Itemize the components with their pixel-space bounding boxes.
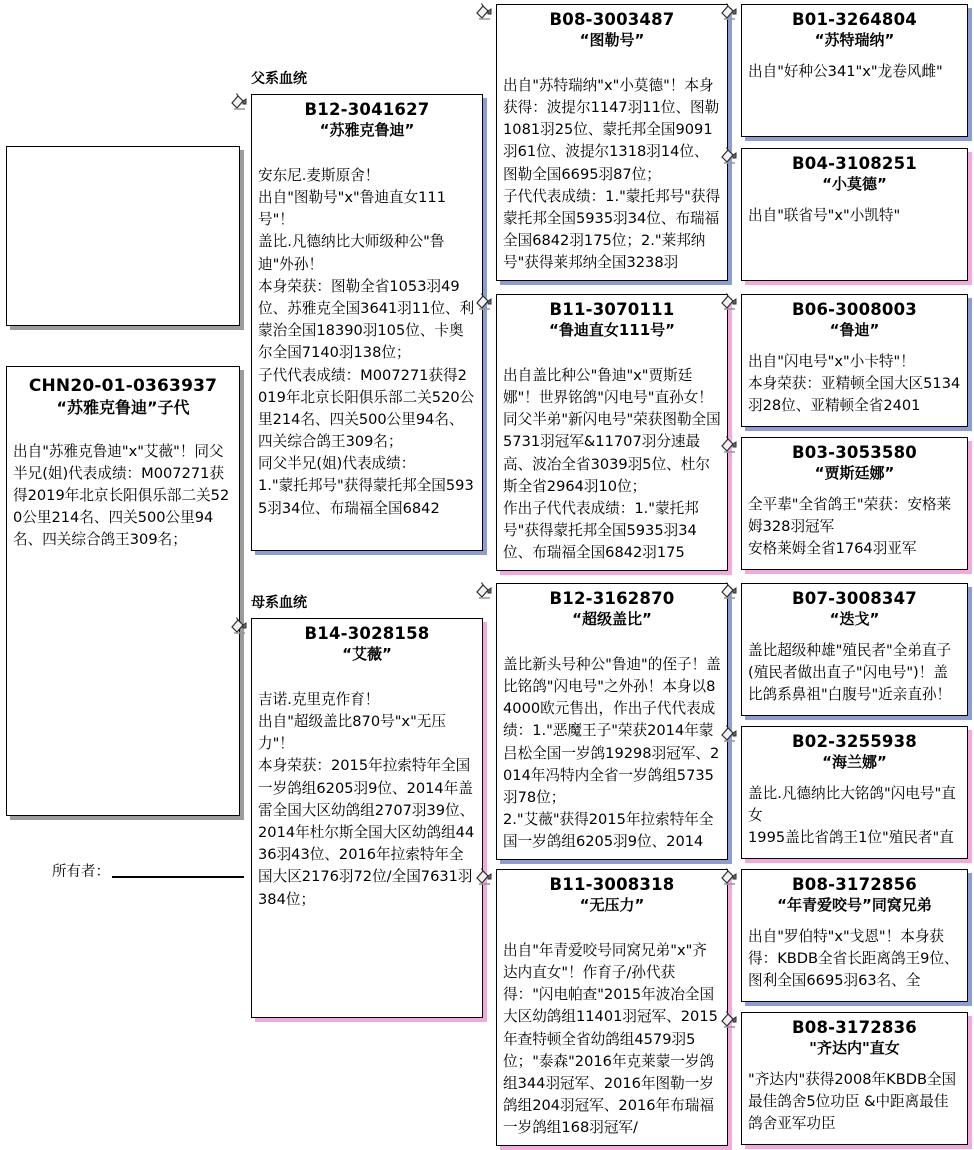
great-grandparent-2-name: “小莫德”: [822, 174, 887, 193]
great-grandparent-1-name: “苏特瑞纳”: [814, 30, 895, 49]
great-grandparent-6-description: 盖比.凡德纳比大铭鸽"闪电号"直女 1995盖比省鸽王1位"殖民者"直: [748, 784, 956, 847]
great-grandparent-7-name: “年青爱咬号”同窝兄弟: [777, 895, 932, 914]
connector-icon-ggp-5: [719, 581, 741, 601]
great-grandparent-4-name: “贾斯廷娜”: [814, 463, 895, 482]
connector-icon-grandsire-maternal: [474, 581, 496, 601]
subject-description: 出自"苏雅克鲁迪"x"艾薇"！同父半兄(姐)代表成绩：M007271获得2019年北京长阳俱乐部二关520公里214名、四关500公里94名、四关综合鸽王309名；: [13, 442, 230, 549]
grandsire-paternal-description: 出自"苏特瑞纳"x"小莫德"！本身获得：波提尔1147羽11位、图勒1081羽25位、蒙托邦全国9091羽61位、波提尔1318羽14位、图勒全国6695羽87位； 子代代表成绩：1."蒙托邦号"获得蒙托邦全国5935羽34位、布瑞福全国6842羽175位；2."莱邦纳号"获得莱邦纳全国3238羽: [503, 76, 721, 272]
connector-icon-ggp-6: [719, 724, 741, 744]
great-grandparent-2-ring-number: B04-3108251: [792, 154, 917, 173]
owner-line[interactable]: [52, 860, 244, 881]
great-grandparent-5-description: 盖比超级种雄"殖民者"全弟直子(殖民者做出直子"闪电号")！盖比鸽系鼻祖"白腹号"近亲直孙！: [748, 641, 952, 704]
grandsire-maternal-box[interactable]: [496, 583, 728, 860]
connector-icon-ggp-2: [719, 146, 741, 166]
connector-icon-ggp-8: [719, 1010, 741, 1030]
connector-icon-ggp-4: [719, 435, 741, 455]
granddam-paternal-description: 出自盖比种公"鲁迪"x"贾斯廷娜"！世界铭鸽"闪电号"直孙女！同父半弟"新闪电号"荣获图勒全国5731羽冠军&11707羽分速最高、波冶全省3039羽5位、杜尔斯全省2964羽10位； 作出子代代表成绩：1."蒙托邦号"获得蒙托邦全国5935羽34位、布瑞福全国6842羽175: [503, 366, 721, 562]
connector-icon-granddam-paternal: [474, 292, 496, 312]
grandsire-maternal-ring-number: B12-3162870: [549, 589, 675, 608]
great-grandparent-8-description: "齐达内"获得2008年KBDB全国最佳鸽舍5位功臣 &中距离最佳鸽舍亚军功臣: [748, 1070, 957, 1133]
great-grandparent-7-ring-number: B08-3172856: [792, 875, 917, 894]
dam-description: 吉诺.克里克作育！ 出自"超级盖比870号"x"无压力"！ 本身荣获：2015年拉索特年全国一岁鸽组6205羽9位、2014年盖雷全国大区幼鸽组2707羽39位、2014年杜尔斯全国大区幼鸽组4436羽43位、2016年拉索特年全国大区2176羽72位/全国7631羽384位；: [258, 690, 475, 908]
great-grandparent-8-ring-number: B08-3172836: [792, 1018, 917, 1037]
great-grandparent-3-name: “鲁迪”: [829, 320, 880, 339]
sire-name: “苏雅克鲁迪”: [319, 120, 415, 139]
sire-description: 安东尼.麦斯原舍！ 出自"图勒号"x"鲁迪直女111号"！ 盖比.凡德纳比大师级种公"鲁迪"外孙！ 本身荣获：图勒全省1053羽49位、苏雅克全国3641羽11位、利蒙治全国18390羽105位、卡奥尔全国7140羽138位； 子代代表成绩：M007271获得2019年北京长阳俱乐部二关520公里214名、四关500公里94名、四关综合鸽王309名； 同父半兄(姐)代表成绩： 1."蒙托邦号"获得蒙托邦全国5935羽34位、布瑞福全国6842: [258, 166, 475, 517]
sire-box[interactable]: [251, 94, 483, 551]
great-grandparent-4-ring-number: B03-3053580: [792, 443, 917, 462]
owner-blank-line[interactable]: [112, 864, 244, 878]
dam-box[interactable]: [251, 618, 483, 1018]
photo-placeholder-box: [6, 146, 240, 326]
great-grandparent-box-1[interactable]: [741, 4, 968, 137]
granddam-maternal-description: 出自"年青爱咬号同窝兄弟"x"齐达内直女"！作育子/孙代获得："闪电帕查"2015年波冶全国大区幼鸽组11401羽冠军、2015年查特顿全省幼鸽组4579羽5位；"泰森"2016年克莱蒙一岁鸽组344羽冠军、2016年图勒一岁鸽组204羽冠军、2016年布瑞福一岁鸽组168羽冠军/: [503, 941, 718, 1137]
great-grandparent-box-6[interactable]: [741, 726, 968, 859]
granddam-maternal-ring-number: B11-3008318: [549, 875, 675, 894]
grandsire-maternal-name: “超级盖比”: [572, 609, 652, 628]
great-grandparent-box-5[interactable]: [741, 583, 968, 716]
grandsire-paternal-ring-number: B08-3003487: [549, 10, 675, 29]
paternal-caption: 父系血统: [251, 71, 307, 87]
granddam-maternal-box[interactable]: [496, 869, 728, 1146]
connector-icon-ggp-7: [719, 867, 741, 887]
great-grandparent-6-ring-number: B02-3255938: [792, 732, 917, 751]
great-grandparent-box-4[interactable]: [741, 437, 968, 570]
maternal-caption: 母系血统: [251, 595, 307, 611]
great-grandparent-8-name: "齐达内"直女: [809, 1038, 900, 1057]
grandsire-paternal-name: “图勒号”: [579, 30, 645, 49]
granddam-paternal-box[interactable]: [496, 294, 728, 571]
connector-icon-sire: [229, 92, 251, 112]
great-grandparent-5-ring-number: B07-3008347: [792, 589, 917, 608]
connector-icon-grandsire-paternal: [474, 2, 496, 22]
connector-icon-granddam-maternal: [474, 867, 496, 887]
grandsire-maternal-description: 盖比新头号种公"鲁迪"的侄子！盖比铭鸽"闪电号"之外孙！本身以84000欧元售出，作出子代代表成绩：1."恶魔王子"荣获2014年蒙吕松全国一岁鸽19298羽冠军、2014年冯特内全省一岁鸽组5735羽78位； 2."艾薇"获得2015年拉索特年全国一岁鸽组6205羽9位、2014: [503, 655, 721, 851]
great-grandparent-5-name: “迭戈”: [829, 609, 880, 628]
granddam-paternal-name: “鲁迪直女111号”: [548, 320, 676, 339]
great-grandparent-3-description: 出自"闪电号"x"小卡特"！ 本身荣获：亚精顿全国大区5134羽28位、亚精顿全省2401: [748, 352, 961, 415]
subject-ring-number: CHN20-01-0363937: [28, 376, 218, 396]
sire-ring-number: B12-3041627: [304, 100, 430, 119]
subject-name: “苏雅克鲁迪”子代: [56, 397, 190, 417]
granddam-paternal-ring-number: B11-3070111: [549, 300, 675, 319]
granddam-maternal-name: “无压力”: [579, 895, 645, 914]
subject-box[interactable]: [6, 366, 240, 816]
dam-name: “艾薇”: [342, 644, 392, 663]
connector-icon-dam: [229, 616, 251, 636]
great-grandparent-box-7[interactable]: [741, 869, 968, 1002]
great-grandparent-box-2[interactable]: [741, 148, 968, 281]
connector-icon-ggp-1: [719, 2, 741, 22]
great-grandparent-2-description: 出自"联省号"x"小凯特": [748, 206, 901, 224]
great-grandparent-7-description: 出自"罗伯特"x"戈恩"！本身获得：KBDB全省长距离鸽王9位、图利全国6695羽63名、全: [748, 927, 959, 990]
connector-icon-ggp-3: [719, 292, 741, 312]
great-grandparent-4-description: 全平辈"全省鸽王"荣获：安格莱姆328羽冠军 安格莱姆全省1764羽亚军: [748, 495, 952, 558]
great-grandparent-box-3[interactable]: [741, 294, 968, 427]
great-grandparent-1-ring-number: B01-3264804: [792, 10, 917, 29]
great-grandparent-3-ring-number: B06-3008003: [792, 300, 917, 319]
owner-label: 所有者：: [52, 864, 110, 880]
great-grandparent-6-name: “海兰娜”: [822, 752, 887, 771]
great-grandparent-box-8[interactable]: [741, 1012, 968, 1145]
grandsire-paternal-box[interactable]: [496, 4, 728, 281]
great-grandparent-1-description: 出自"好种公341"x"龙卷风雌": [748, 62, 943, 80]
dam-ring-number: B14-3028158: [304, 624, 430, 643]
